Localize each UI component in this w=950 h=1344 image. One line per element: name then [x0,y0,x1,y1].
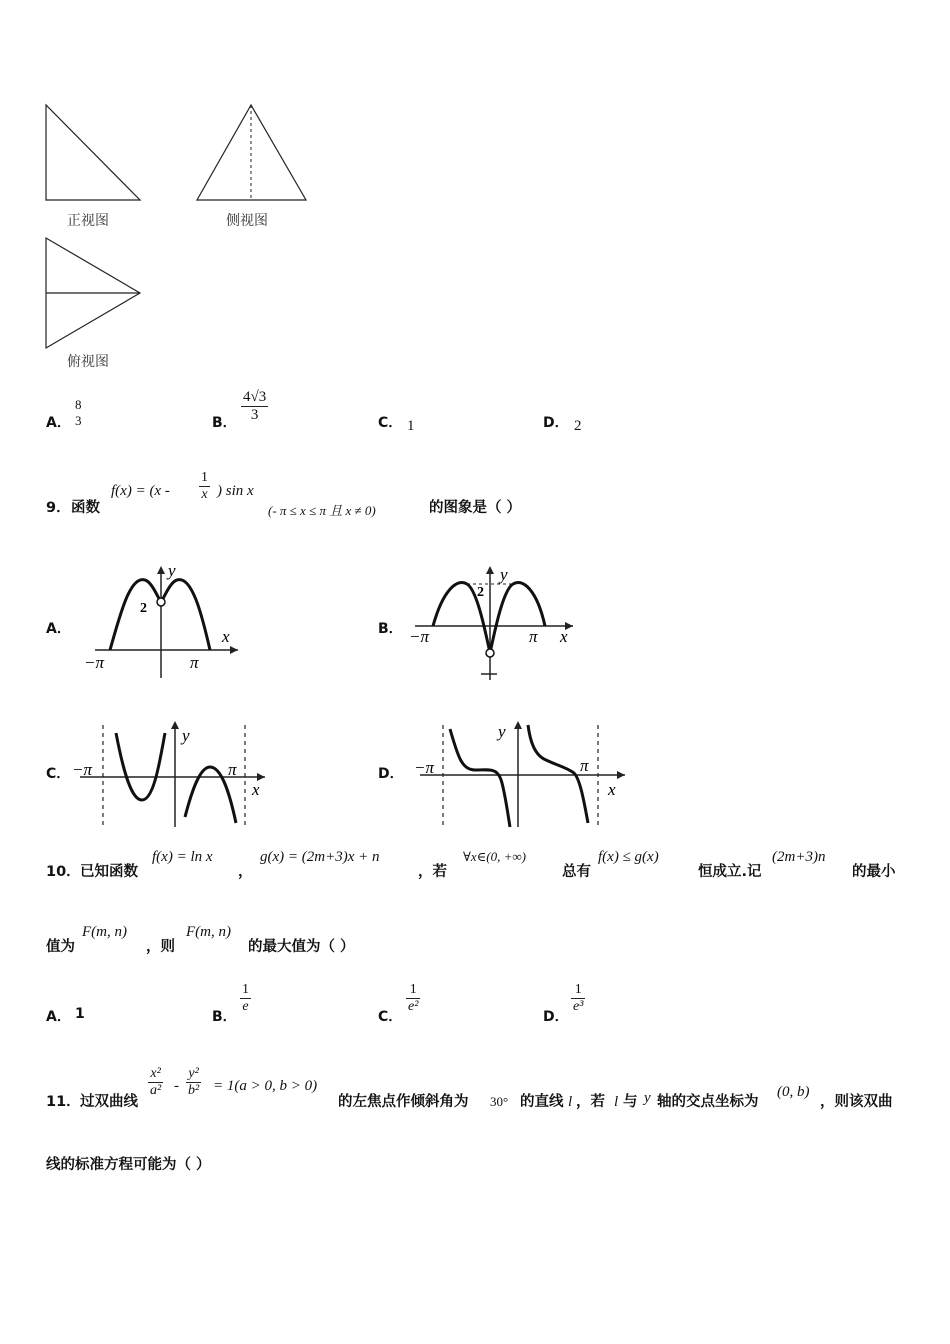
q10-option-a-value: 1 [75,1006,85,1022]
q9-domain: (- π ≤ x ≤ π 且 x ≠ 0) [268,503,376,518]
q10-option-d-label: D． [543,1009,569,1025]
pi-label: π [190,653,199,672]
q11-lead: 过双曲线 [80,1094,138,1110]
y-arrow [171,721,179,729]
curve-left [450,729,510,827]
q10-g-definition: g(x) = (2m+3)x + n [260,849,380,865]
y-label: y [500,565,508,584]
front-view-triangle [46,105,140,200]
q8-option-b-label: B． [212,415,237,431]
pi-label: π [529,627,538,646]
y-label: y [182,726,190,745]
q9-graph-c [70,715,270,830]
q10-tail1: 的最小 [852,864,896,880]
q10-lead: 已知函数 [80,864,138,880]
neg-pi-label: −π [409,627,429,646]
q9-graph-b [405,560,580,685]
q10-sep2: ，若 [418,864,447,880]
open-point [157,598,165,606]
y-arrow [486,566,494,574]
side-view-caption: 侧视图 [226,213,268,229]
q8-option-d-value: 2 [574,418,582,434]
q9-option-c-label: C． [46,766,71,782]
q11-y-fraction: $\frac{\text{y²}}{\text{b²}}$ [188,1066,200,1098]
q9-lead: 函数 [71,500,100,516]
curve [110,580,210,650]
q10-f-definition: f(x) = ln x [152,849,213,865]
x-arrow [617,771,625,779]
q11-number: 11． [46,1094,81,1110]
q10-sep1: ， [238,864,253,880]
two-label: 2 [477,585,484,600]
q11-tail: ，则该双曲 [820,1094,893,1110]
q9-option-b-label: B． [378,621,403,637]
q10-F2: F(m, n) [186,924,231,940]
x-label: x [252,780,260,799]
q11-line-l2: l [614,1094,619,1110]
open-point [486,649,494,657]
q10-option-b-fraction: $\frac{1}{e}$ [242,982,249,1014]
q10-F1: F(m, n) [82,924,127,940]
y-arrow [157,566,165,574]
q10-option-a-label: A． [46,1009,71,1025]
q10-mid2: 恒成立.记 [698,864,762,880]
q8-option-c-label: C． [378,415,403,431]
q8-option-a-label: A． [46,415,71,431]
curve-left [116,733,165,800]
q9-option-a-label: A． [46,621,71,637]
two-label: 2 [140,601,147,616]
neg-pi-label: −π [84,653,104,672]
top-view-caption: 俯视图 [67,354,109,370]
pi-label: π [228,760,237,779]
q10-option-b-label: B． [212,1009,237,1025]
q10-option-c-label: C． [378,1009,403,1025]
q9-number: 9． [46,500,71,516]
q11-mid5: 轴的交点坐标为 [657,1094,759,1110]
q11-x-fraction: $\frac{\text{x²}}{\text{a²}}$ [150,1066,162,1098]
q8-option-d-label: D． [543,415,569,431]
q9-function-tail: ) sin x [217,483,254,499]
x-label: x [608,780,616,799]
q11-line2: 线的标准方程可能为（ ） [46,1157,211,1173]
q10-forall: ∀x∈(0, +∞) [463,849,526,864]
q9-function-head: f(x) = (x - [111,483,170,499]
y-label: y [168,561,176,580]
neg-pi-label: −π [72,760,92,779]
q10-mid: 总有 [562,864,591,880]
q11-mid4: 与 [623,1094,638,1110]
x-label: x [222,627,230,646]
q9-option-d-label: D． [378,766,404,782]
curve-right [528,725,588,823]
q11-mid1: 的左焦点作倾斜角为 [338,1094,469,1110]
q8-option-c-value: 1 [407,418,415,434]
q8-option-a-fraction: 8 3 [75,397,82,428]
q9-tail: 的图象是（ ） [429,500,522,516]
q11-angle: 30° [490,1094,509,1109]
q11-point: (0, b) [777,1084,810,1100]
neg-pi-label: −π [414,758,434,777]
q10-line2-c: 的最大值为（ ） [248,939,355,955]
q10-option-d-fraction: $\frac{1}{\text{e³}}$ [573,982,584,1014]
q11-equation-tail: = 1(a > 0, b > 0) [213,1078,318,1094]
q9-graph-a [80,560,245,680]
q10-number: 10． [46,864,81,880]
x-arrow [230,646,238,654]
q11-mid3: ，若 [576,1094,605,1110]
q8-option-b-fraction: $\frac{4√3}{3}$ [243,389,267,423]
q10-line2-b: ，则 [146,939,175,955]
x-label: x [560,627,568,646]
pi-label: π [580,756,589,775]
q10-expression: (2m+3)n [772,849,826,865]
q9-fraction: $\frac{1}{x}$ [201,470,208,502]
q11-line-l1: l [568,1094,573,1110]
q10-option-c-fraction: $\frac{1}{\text{e²}}$ [408,982,419,1014]
q11-minus: - [174,1078,179,1094]
q11-y-variable: y [644,1090,651,1106]
q9-graph-d [410,715,630,830]
y-arrow [514,721,522,729]
q10-line2-a: 值为 [46,939,75,955]
front-view-caption: 正视图 [67,213,109,229]
q11-mid2: 的直线 [520,1094,564,1110]
y-label: y [498,722,506,741]
q10-inequality: f(x) ≤ g(x) [598,849,659,865]
